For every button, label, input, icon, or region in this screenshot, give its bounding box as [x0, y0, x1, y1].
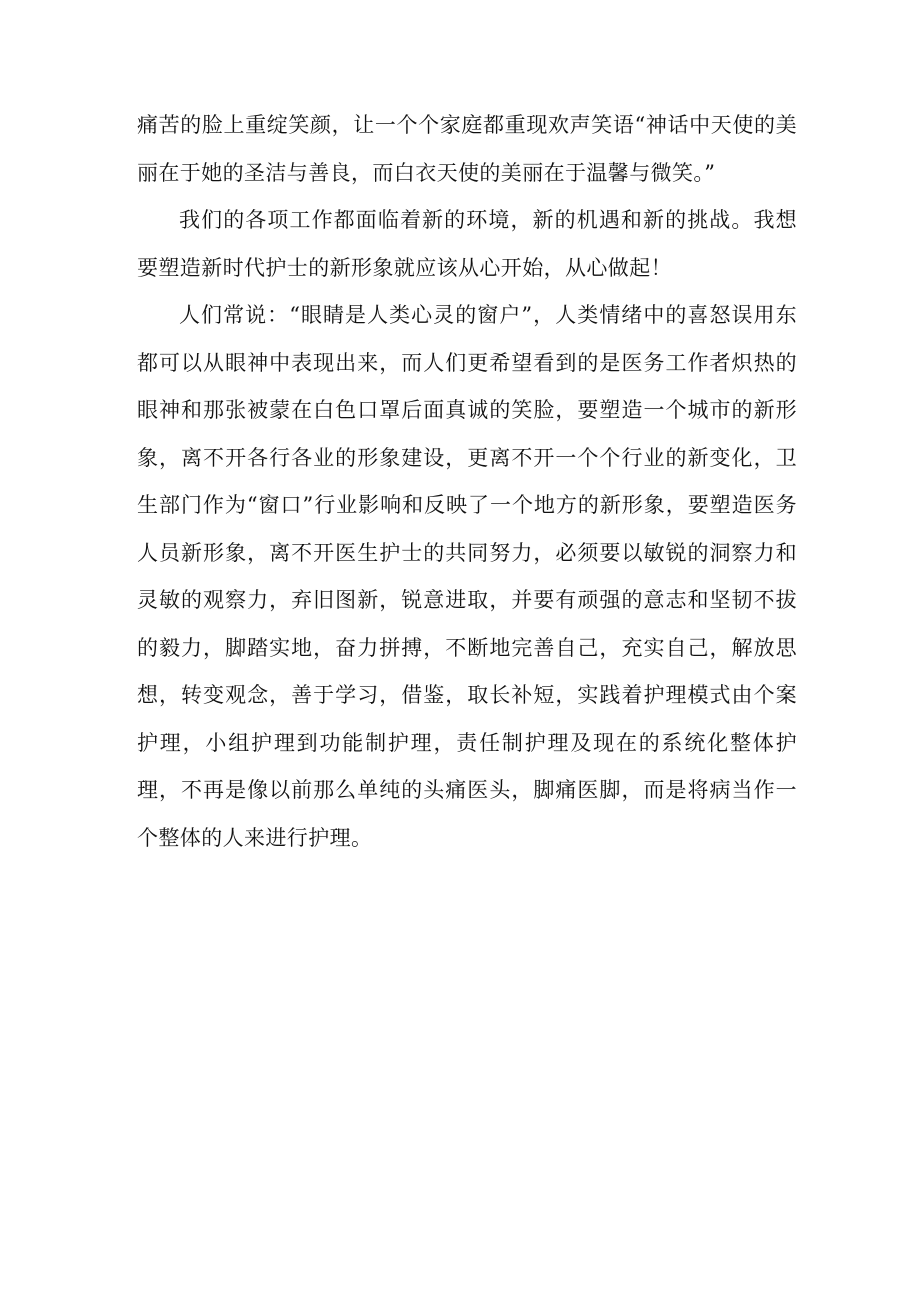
paragraph-new-environment: 我们的各项工作都面临着新的环境，新的机遇和新的挑战。我想要塑造新时代护士的新形象就应该从心开始，从心做起！: [137, 208, 797, 280]
document-body: [137, 102, 797, 862]
paragraph-continuation: 痛苦的脸上重绽笑颜，让一个个家庭都重现欢声笑语“神话中天使的美丽在于她的圣洁与善良，而白衣天使的美丽在于温馨与微笑。”: [137, 113, 797, 185]
paragraph-eyes-window: 人们常说：“眼睛是人类心灵的窗户”，人类情绪中的喜怒误用东都可以从眼神中表现出来，而人们更希望看到的是医务工作者炽热的眼神和那张被蒙在白色口罩后面真诚的笑脸，要塑造一个城市的新形象，离不开各行各业的形象建设，更离不开一个个行业的新变化，卫生部门作为“窗口”行业影响和反映了一个地方的新形象，要塑造医务人员新形象，离不开医生护士的共同努力，必须要以敏锐的洞察力和灵敏的观察力，弃旧图新，锐意进取，并要有顽强的意志和坚韧不拔的毅力，脚踏实地，奋力拼搏，不断地完善自己，充实自己，解放思想，转变观念，善于学习，借鉴，取长补短，实践着护理模式由个案护理，小组护理到功能制护理，责任制护理及现在的系统化整体护理，不再是像以前那么单纯的头痛医头，脚痛医脚，而是将病当作一个整体的人来进行护理。: [137, 303, 797, 850]
